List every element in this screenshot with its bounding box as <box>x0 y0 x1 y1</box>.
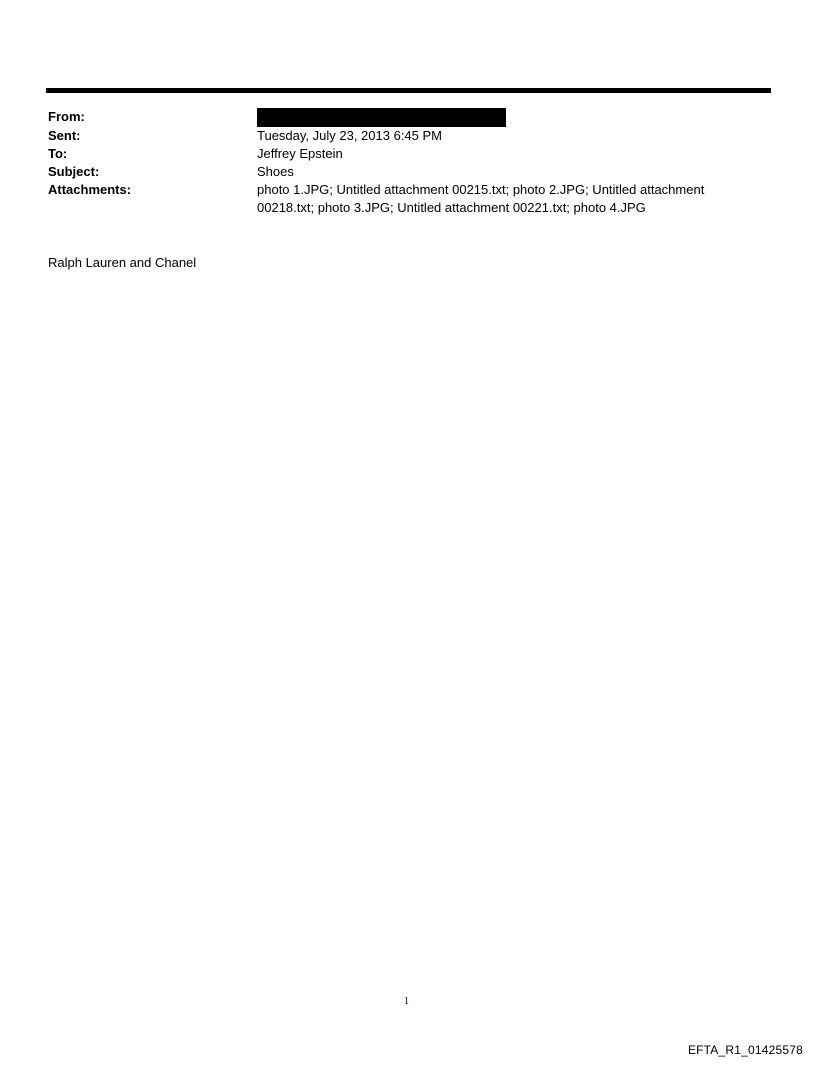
from-label: From: <box>48 109 85 124</box>
from-value <box>257 108 748 127</box>
subject-value: Shoes <box>257 164 294 179</box>
attachments-value: photo 1.JPG; Untitled attachment 00215.txt; photo 2.JPG; Untitled attachment 00218.txt; photo 3.JPG; Untitled attachment 00221.txt; photo 4.JPG <box>257 182 705 215</box>
subject-row <box>48 163 748 181</box>
sent-row <box>48 127 748 145</box>
sent-value: Tuesday, July 23, 2013 6:45 PM <box>257 128 442 143</box>
page-number: 1 <box>404 996 409 1007</box>
redaction-box <box>257 108 506 127</box>
attachments-label: Attachments: <box>48 182 132 197</box>
to-label: To: <box>48 146 68 161</box>
email-body: Ralph Lauren and Chanel <box>48 255 197 270</box>
email-header <box>48 108 748 217</box>
subject-label: Subject: <box>48 164 100 179</box>
to-row <box>48 145 748 163</box>
sent-label: Sent: <box>48 128 81 143</box>
attachments-row <box>48 181 748 217</box>
header-rule <box>46 88 771 93</box>
bates-number: EFTA_R1_01425578 <box>687 1043 803 1057</box>
from-row <box>48 108 748 127</box>
to-value: Jeffrey Epstein <box>257 146 343 161</box>
